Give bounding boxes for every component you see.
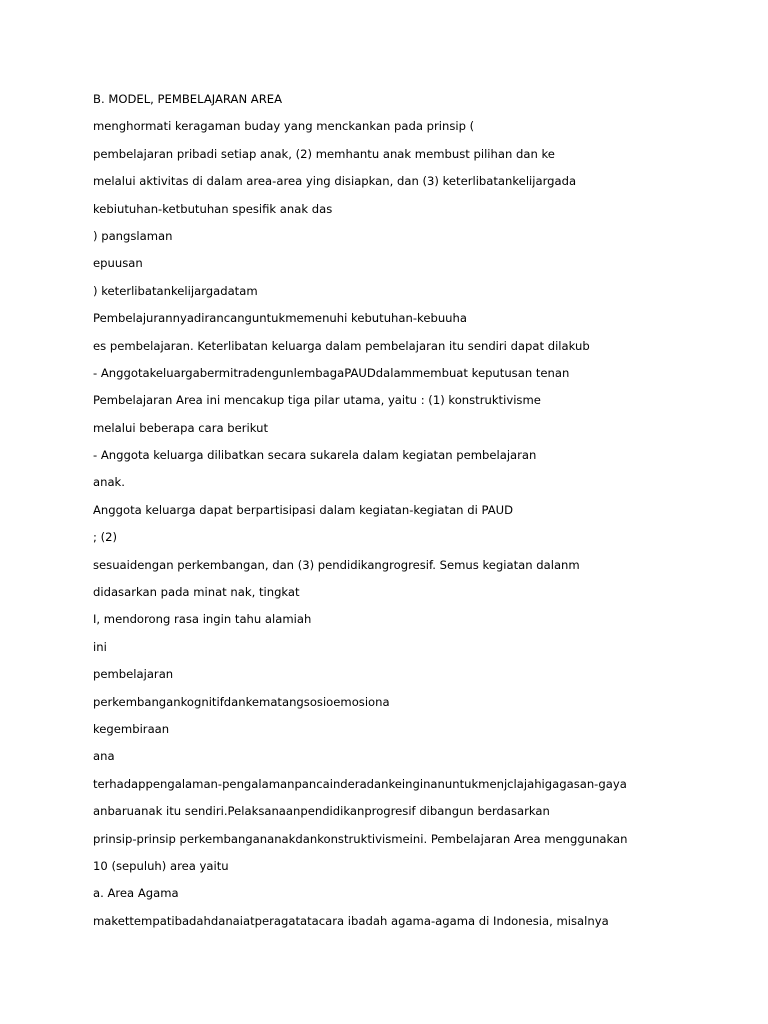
text-line: ) keterlibatankelijargadatam <box>93 283 258 298</box>
text-line: kegembiraan <box>93 721 170 736</box>
text-line: prinsip-prinsip perkembangananakdankonstruktivismeini. Pembelajaran Area menggunakan <box>93 831 628 846</box>
document-body <box>93 86 733 935</box>
text-line: es pembelajaran. Keterlibatan keluarga dalam pembelajaran itu sendiri dapat dilakub <box>93 338 590 353</box>
text-line: Pembelajurannyadirancanguntukmemenuhi kebutuhan-kebuuha <box>93 311 467 326</box>
subheading-area-agama: a. Area Agama <box>93 886 179 901</box>
text-line: kebiutuhan-ketbutuhan spesifik anak das <box>93 201 333 216</box>
text-line: terhadappengalaman-pengalamanpancainderadankeinginanuntukmenjclajahigagasan-gaya <box>93 776 627 791</box>
text-line: Pembelajaran Area ini mencakup tiga pilar utama, yaitu : (1) konstruktivisme <box>93 393 541 408</box>
list-item-line: - Anggota keluarga dilibatkan secara sukarela dalam kegiatan pembelajaran <box>93 448 537 463</box>
list-item-line: - AnggotakeluargabermitradengunlembagaPAUDdalammembuat keputusan tenan <box>93 365 570 380</box>
text-line: anbaruanak itu sendiri.Pelaksanaanpendidikanprogresif dibangun berdasarkan <box>93 804 550 819</box>
text-line: ; (2) <box>93 530 118 545</box>
text-line: ini <box>93 639 107 654</box>
text-line: melalui aktivitas di dalam area-area ying disiapkan, dan (3) keterlibatankelijargada <box>93 174 577 189</box>
text-line: didasarkan pada minat nak, tingkat <box>93 585 300 600</box>
text-line: melalui beberapa cara berikut <box>93 420 268 435</box>
text-line: ) pangslaman <box>93 228 173 243</box>
text-line: sesuaidengan perkembangan, dan (3) pendidikangrogresif. Semus kegiatan dalanm <box>93 557 580 572</box>
text-line: 10 (sepuluh) area yaitu <box>93 858 229 873</box>
text-line: epuusan <box>93 256 143 271</box>
text-line: anak. <box>93 475 125 490</box>
text-line: perkembangankognitifdankematangsosioemosiona <box>93 694 390 709</box>
text-line: Anggota keluarga dapat berpartisipasi dalam kegiatan-kegiatan di PAUD <box>93 502 514 517</box>
text-line: menghormati keragaman buday yang menckankan pada prinsip ( <box>93 119 475 134</box>
text-line: I, mendorong rasa ingin tahu alamiah <box>93 612 312 627</box>
text-line: makettempatibadahdanaiatperagatatacara ibadah agama-agama di Indonesia, misalnya <box>93 913 609 928</box>
text-line: ana <box>93 749 115 764</box>
text-line: pembelajaran pribadi setiap anak, (2) memhantu anak membust pilihan dan ke <box>93 146 555 161</box>
heading-model-pembelajaran-area: B. MODEL, PEMBELAJARAN AREA <box>93 92 283 106</box>
text-line: pembelajaran <box>93 667 174 682</box>
